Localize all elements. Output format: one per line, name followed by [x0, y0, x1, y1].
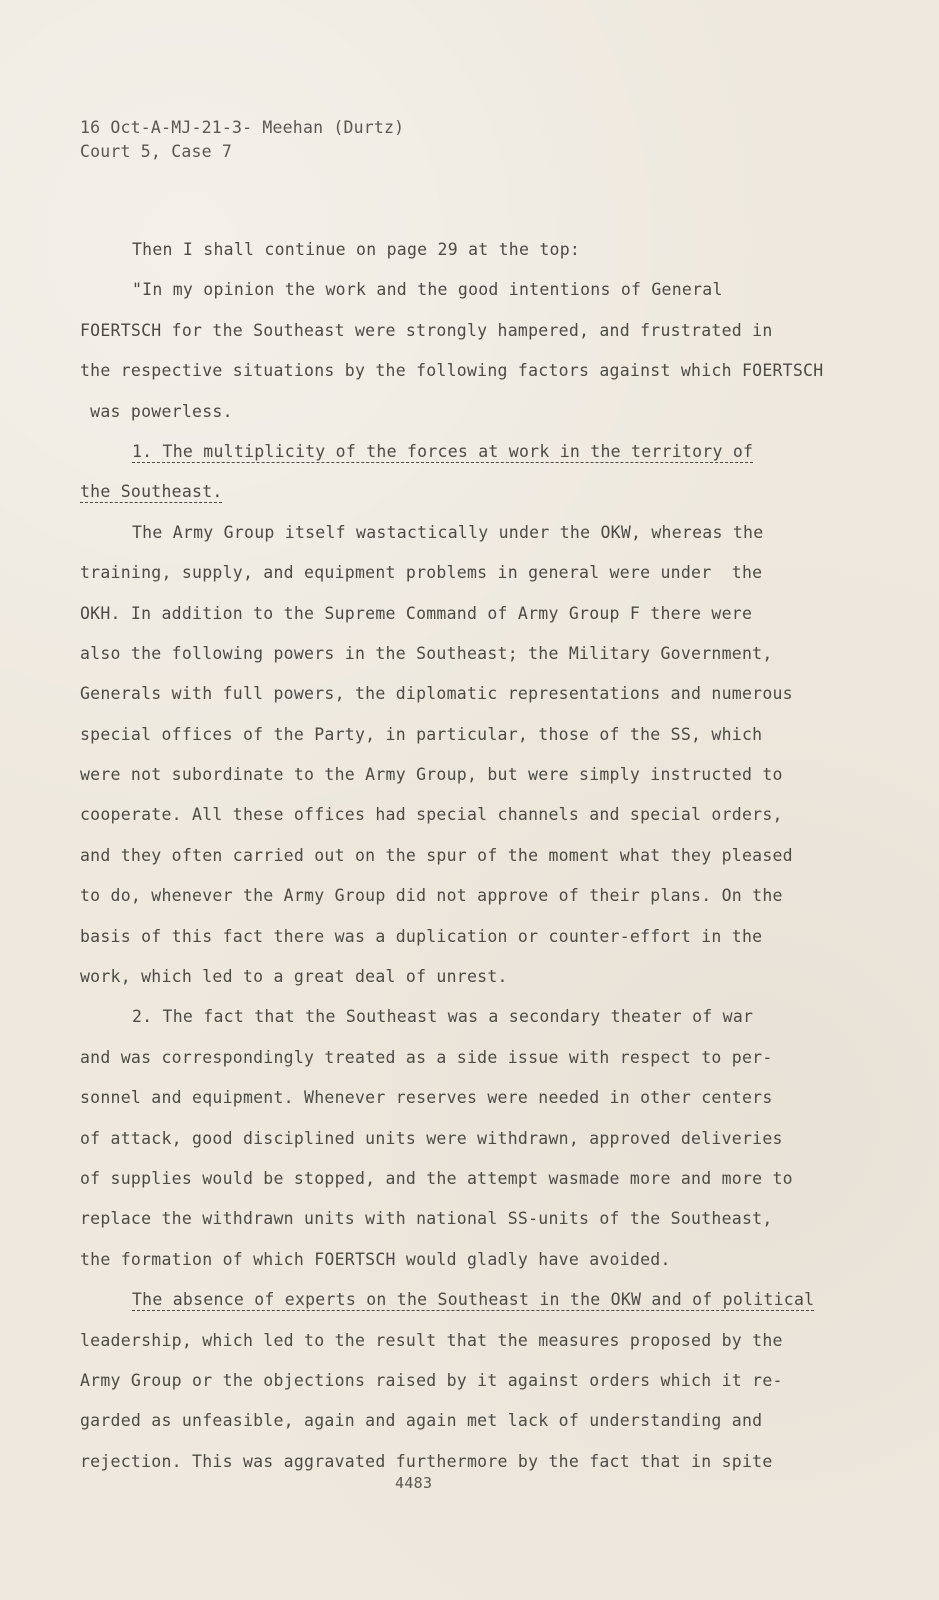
document-body — [80, 230, 824, 1482]
body-line-24: of supplies would be stopped, and the attempt wasmade more and more to — [80, 1168, 793, 1188]
body-line-9: training, supply, and equipment problems in general were under the — [80, 563, 763, 583]
body-line-5: was powerless. — [80, 401, 233, 421]
body-line-4: the respective situations by the following factors against which FOERTSCH — [80, 361, 824, 381]
body-line-12: Generals with full powers, the diplomatic representations and numerous — [80, 684, 793, 704]
body-line-14: were not subordinate to the Army Group, but were simply instructed to — [80, 765, 783, 785]
body-line-22: sonnel and equipment. Whenever reserves were needed in other centers — [80, 1088, 773, 1108]
document-header — [80, 116, 404, 164]
body-line-2: "In my opinion the work and the good intentions of General — [132, 280, 723, 300]
body-line-6: 1. The multiplicity of the forces at work in the territory of — [132, 441, 754, 461]
body-line-8: The Army Group itself wastactically under the OKW, whereas the — [132, 522, 764, 542]
body-line-13: special offices of the Party, in particular, those of the SS, which — [80, 724, 763, 744]
body-line-7: the Southeast. — [80, 482, 223, 502]
body-line-28: leadership, which led to the result that the measures proposed by the — [80, 1330, 783, 1350]
body-line-18: basis of this fact there was a duplication or counter-effort in the — [80, 926, 763, 946]
body-line-23: of attack, good disciplined units were withdrawn, approved deliveries — [80, 1128, 783, 1148]
header-reference-line: 16 Oct-A-MJ-21-3- Meehan (Durtz) — [80, 118, 405, 137]
body-line-20: 2. The fact that the Southeast was a secondary theater of war — [132, 1007, 754, 1027]
body-line-19: work, which led to a great deal of unrest. — [80, 967, 508, 987]
body-line-29: Army Group or the objections raised by it against orders which it re- — [80, 1370, 783, 1390]
body-line-25: replace the withdrawn units with national SS-units of the Southeast, — [80, 1209, 773, 1229]
body-line-30: garded as unfeasible, again and again met lack of understanding and — [80, 1411, 763, 1431]
body-line-17: to do, whenever the Army Group did not approve of their plans. On the — [80, 886, 783, 906]
body-line-3: FOERTSCH for the Southeast were strongly hampered, and frustrated in — [80, 320, 773, 340]
body-line-21: and was correspondingly treated as a side issue with respect to per- — [80, 1047, 773, 1067]
body-line-26: the formation of which FOERTSCH would gladly have avoided. — [80, 1249, 671, 1269]
header-court-line: Court 5, Case 7 — [80, 142, 233, 161]
body-line-16: and they often carried out on the spur of the moment what they pleased — [80, 845, 793, 865]
body-line-10: OKH. In addition to the Supreme Command of Army Group F there were — [80, 603, 753, 623]
body-line-27: The absence of experts on the Southeast in the OKW and of political — [132, 1290, 815, 1310]
body-line-31: rejection. This was aggravated furthermore by the fact that in spite — [80, 1451, 773, 1471]
page-number: 4483 — [395, 1474, 433, 1492]
body-line-11: also the following powers in the Southeast; the Military Government, — [80, 643, 773, 663]
body-line-15: cooperate. All these offices had special channels and special orders, — [80, 805, 783, 825]
body-line-1: Then I shall continue on page 29 at the top: — [132, 240, 581, 259]
